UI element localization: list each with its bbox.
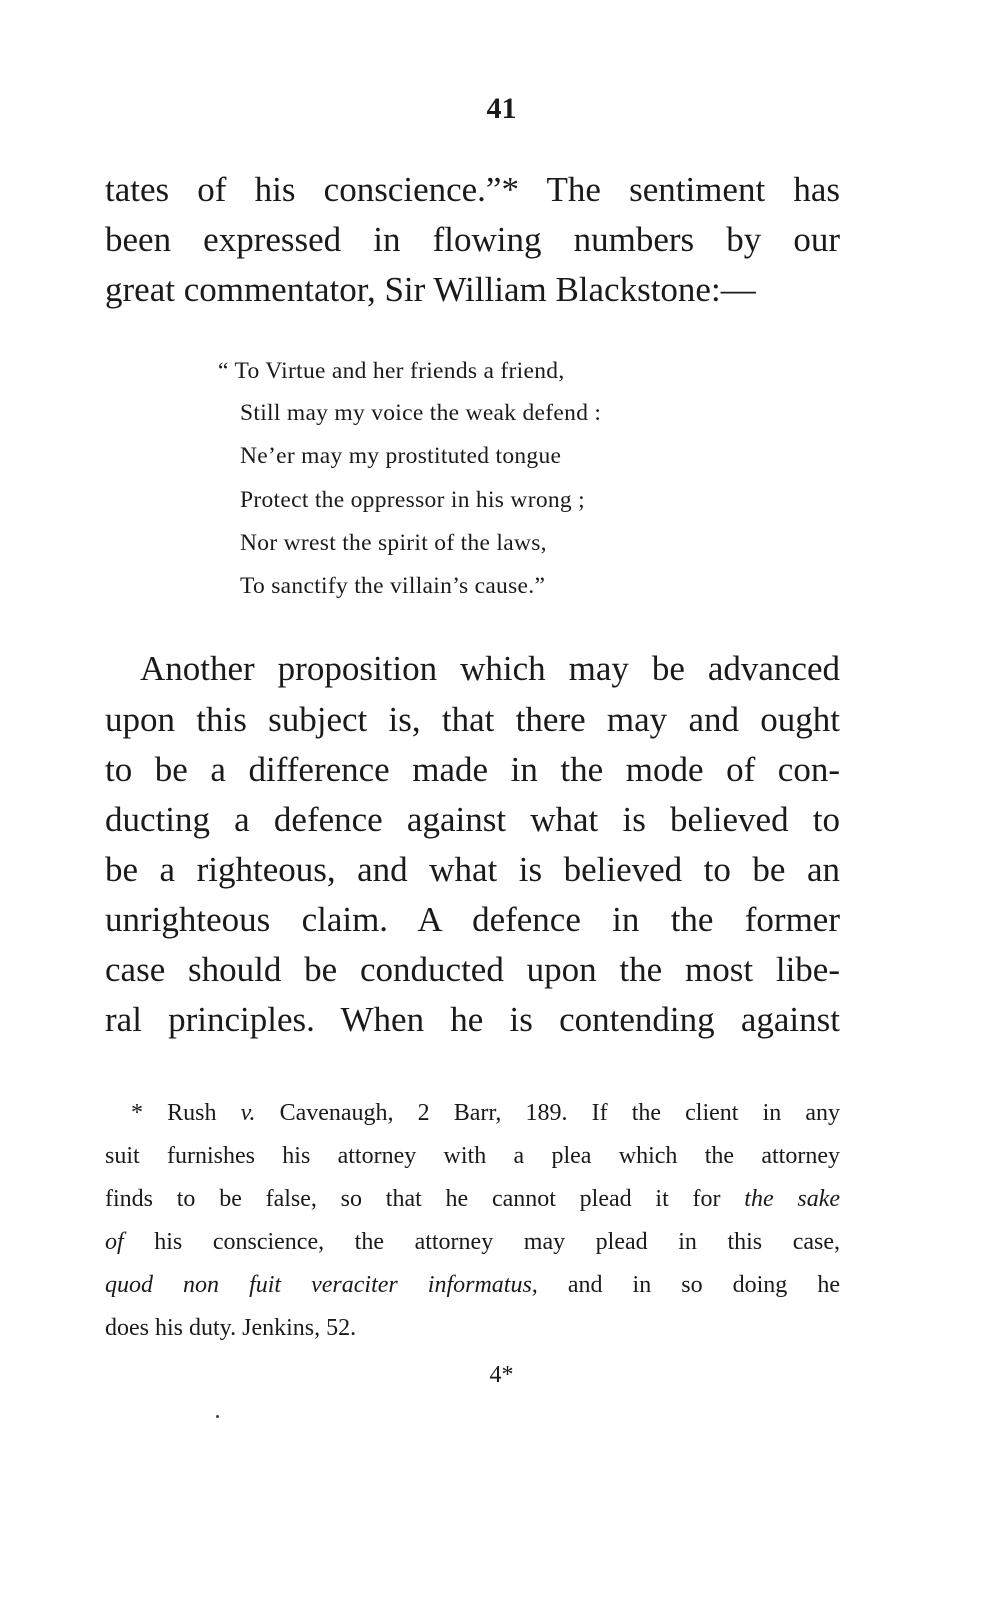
footnote-line <box>131 1098 840 1128</box>
footnote-text: his conscience, the attorney may plead in this case, <box>154 1229 840 1255</box>
footnote-line <box>105 1184 840 1214</box>
ink-speck <box>216 1415 219 1418</box>
footnote-marker: * <box>131 1100 143 1126</box>
paragraph-line: be a righteous, and what is believed to be an <box>105 850 840 889</box>
footnote-italic: quod non fuit veraciter informatus, <box>105 1272 538 1298</box>
verse-line: Still may my voice the weak defend : <box>240 400 602 426</box>
footnote-text: If the client in any <box>591 1100 841 1126</box>
verse-line: “ To Virtue and her friends a friend, <box>218 358 565 384</box>
paragraph-line: case should be conducted upon the most libe- <box>105 950 840 989</box>
footnote-line: does his duty. Jenkins, 52. <box>105 1315 357 1341</box>
verse-line: Ne’er may my prostituted tongue <box>240 443 562 469</box>
footnote-text: finds to be false, so that he cannot plead it for <box>105 1186 721 1212</box>
footnote-case-name: Rush <box>167 1100 217 1126</box>
footnote-italic: the sake <box>744 1186 841 1212</box>
footnote-line: suit furnishes his attorney with a plea which the attorney <box>105 1143 840 1169</box>
footnote-citation: Cavenaugh, 2 Barr, 189. <box>279 1100 568 1126</box>
footnote-line <box>105 1270 840 1300</box>
paragraph-line: Another proposition which may be advanced <box>140 649 840 688</box>
body-line: great commentator, Sir William Blackstone:— <box>105 270 756 309</box>
body-line: tates of his conscience.”* The sentiment has <box>105 170 840 209</box>
paragraph-line: upon this subject is, that there may and ought <box>105 700 840 739</box>
paragraph-line: unrighteous claim. A defence in the former <box>105 900 840 939</box>
footnote-line <box>105 1227 840 1257</box>
footnote-versus: v. <box>240 1100 256 1126</box>
paragraph-line: ral principles. When he is contending against <box>105 1000 840 1039</box>
verse-line: Protect the oppressor in his wrong ; <box>240 487 585 513</box>
paragraph-line: ducting a defence against what is believed to <box>105 800 840 839</box>
body-line: been expressed in flowing numbers by our <box>105 220 840 259</box>
signature-mark: 4* <box>489 1362 514 1388</box>
verse-line: To sanctify the villain’s cause.” <box>240 573 546 599</box>
page-number: 41 <box>486 92 517 125</box>
verse-line: Nor wrest the spirit of the laws, <box>240 530 547 556</box>
paragraph-line: to be a difference made in the mode of con- <box>105 750 840 789</box>
footnote-italic: of <box>105 1229 124 1255</box>
footnote-text: and in so doing he <box>567 1272 840 1298</box>
